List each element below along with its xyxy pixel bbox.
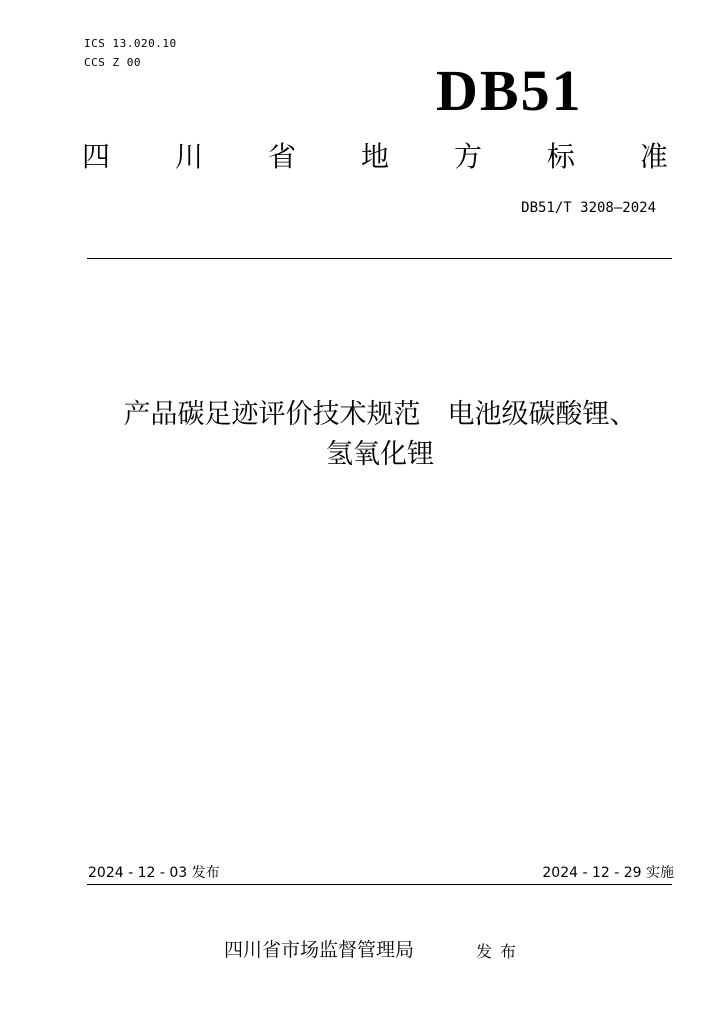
standard-type-char: 标 [546, 140, 575, 173]
title-line-1: 产品碳足迹评价技术规范 电池级碳酸锂、 [123, 399, 637, 430]
standard-logo: DB51 [436, 58, 583, 123]
standard-type-char: 地 [360, 140, 389, 173]
title-line-2: 氢氧化锂 [326, 439, 434, 470]
standard-number: DB51/T 3208—2024 [521, 200, 656, 216]
issue-date: 2024 - 12 - 03 发布 [88, 865, 220, 881]
ccs-code: CCS Z 00 [84, 56, 141, 69]
standard-type-char: 准 [639, 140, 668, 173]
standard-type-char: 方 [453, 140, 482, 173]
ics-code: ICS 13.020.10 [84, 37, 177, 50]
top-divider [87, 258, 672, 259]
publish-label: 发布 [476, 942, 525, 961]
publisher-name: 四川省市场监督管理局 [224, 939, 415, 961]
standard-type-heading [82, 140, 668, 174]
standard-type-char: 省 [267, 140, 296, 173]
standard-type-char: 四 [82, 140, 111, 173]
standard-type-char: 川 [174, 140, 203, 173]
bottom-divider [87, 884, 672, 885]
document-title [80, 395, 680, 475]
implementation-date: 2024 - 12 - 29 实施 [542, 865, 674, 881]
